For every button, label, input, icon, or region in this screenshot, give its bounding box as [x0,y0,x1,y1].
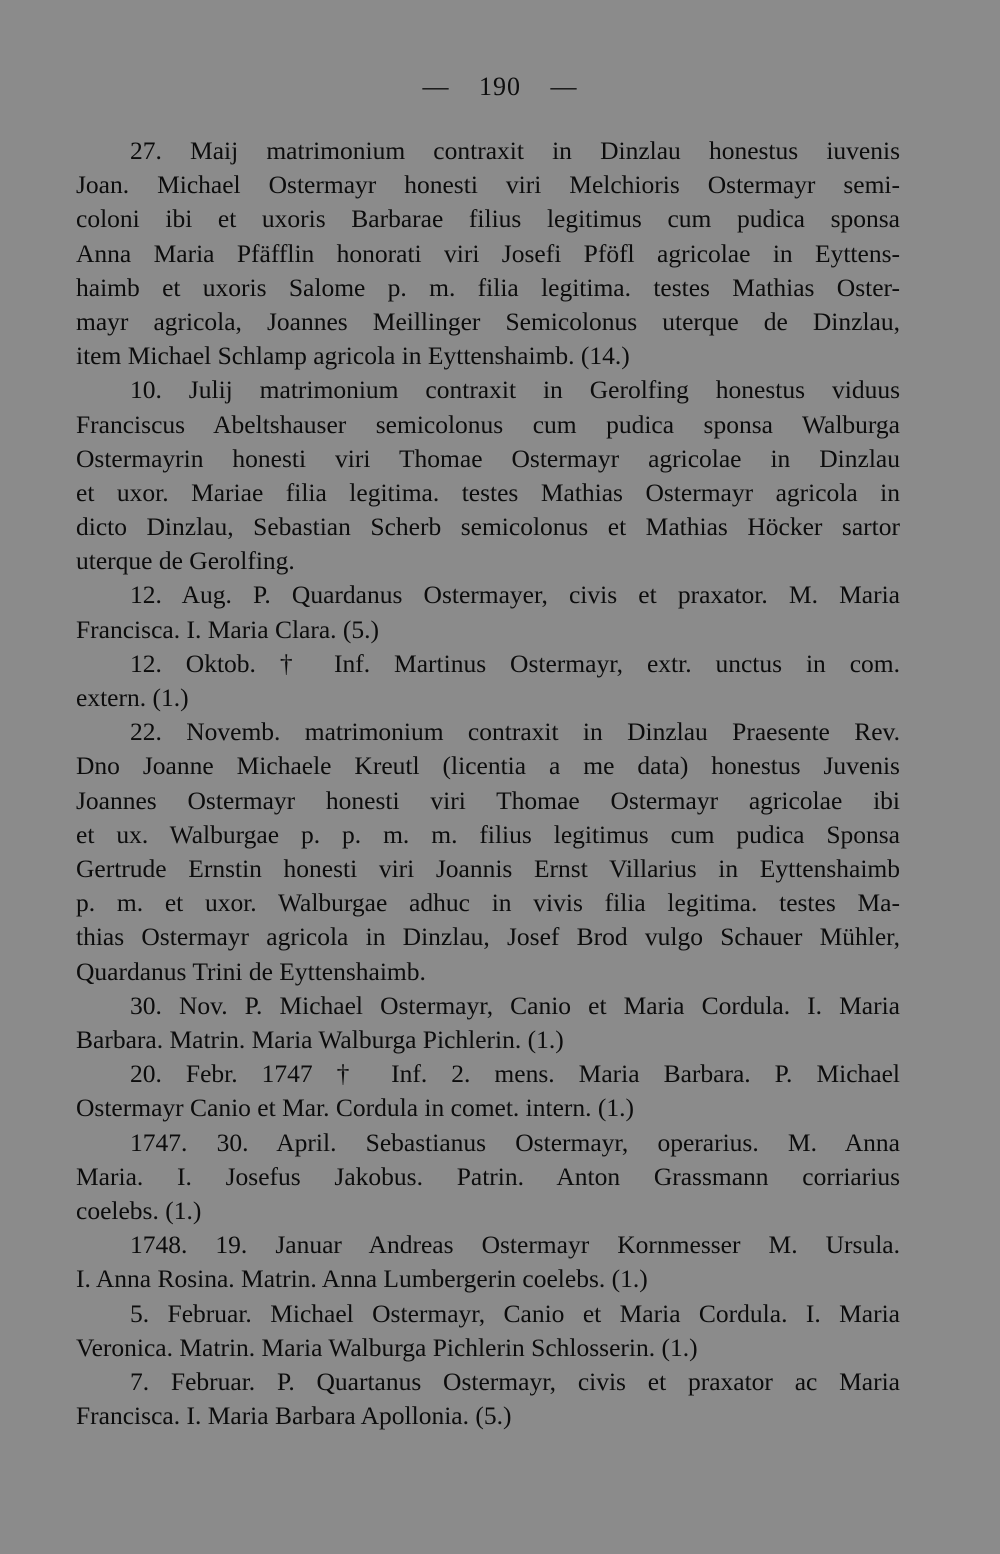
entry-line: thias Ostermayr agricola in Dinzlau, Josef Brod vulgo Schauer Mühler, [76,922,900,952]
register-entry [76,1365,900,1433]
entry-line: dicto Dinzlau, Sebastian Scherb semicolonus et Mathias Höcker sartor [76,512,900,542]
entry-line: haimb et uxoris Salome p. m. filia legitima. testes Mathias Oster- [76,272,900,302]
entry-line: et ux. Walburgae p. p. m. m. filius legitimus cum pudica Sponsa [76,819,900,849]
page-body [76,134,900,1433]
register-entry [76,578,900,646]
entry-line: Ostermayr Canio et Mar. Cordula in comet. intern. (1.) [76,1093,635,1123]
entry-line: mayr agricola, Joannes Meillinger Semicolonus uterque de Dinzlau, [76,306,900,336]
page-number: 190 [479,72,521,101]
entry-line: 30. Nov. P. Michael Ostermayr, Canio et Maria Cordula. I. Maria [130,990,900,1020]
entry-line: item Michael Schlamp agricola in Eyttenshaimb. (14.) [76,341,630,371]
entry-line: Ostermayrin honesti viri Thomae Ostermayr agricolae in Dinzlau [76,443,900,473]
entry-line: 1747. 30. April. Sebastianus Ostermayr, operarius. M. Anna [130,1127,900,1157]
register-entry [76,373,900,578]
entry-line: 27. Maij matrimonium contraxit in Dinzlau honestus iuvenis [130,136,900,165]
entry-line: Quardanus Trini de Eyttenshaimb. [76,956,426,986]
entry-line: Barbara. Matrin. Maria Walburga Pichlerin. (1.) [76,1024,564,1054]
entry-line: coelebs. (1.) [76,1195,202,1225]
register-entry [76,647,900,715]
entry-line: Francisca. I. Maria Barbara Apollonia. (5.) [76,1401,512,1431]
entry-line: p. m. et uxor. Walburgae adhuc in vivis filia legitima. testes Ma- [76,888,900,918]
entry-line: Joannes Ostermayr honesti viri Thomae Ostermayr agricolae ibi [76,785,900,815]
entry-line: extern. (1.) [76,683,189,713]
entry-line: Anna Maria Pfäfflin honorati viri Josefi Pföfl agricolae in Eyttens- [76,238,900,268]
entry-line: 12. Oktob. † Inf. Martinus Ostermayr, extr. unctus in com. [130,648,900,678]
entry-line: Dno Joanne Michaele Kreutl (licentia a me data) honestus Juvenis [76,751,900,781]
register-entry [76,989,900,1057]
entry-line: 12. Aug. P. Quardanus Ostermayer, civis et praxator. M. Maria [130,580,900,610]
register-entry [76,134,900,373]
register-entry [76,1297,900,1365]
entry-line: Gertrude Ernstin honesti viri Joannis Ernst Villarius in Eyttenshaimb [76,854,900,883]
entry-line: Veronica. Matrin. Maria Walburga Pichlerin Schlosserin. (1.) [76,1332,698,1362]
entry-line: Maria. I. Josefus Jakobus. Patrin. Anton Grassmann corriarius [76,1161,900,1191]
register-entry [76,715,900,989]
register-entry [76,1126,900,1229]
entry-line: 20. Febr. 1747 † Inf. 2. mens. Maria Barbara. P. Michael [130,1059,900,1089]
entry-line: coloni ibi et uxoris Barbarae filius legitimus cum pudica sponsa [76,204,900,234]
entry-line: 1748. 19. Januar Andreas Ostermayr Kornmesser M. Ursula. [130,1230,900,1260]
entry-line: 10. Julij matrimonium contraxit in Gerolfing honestus viduus [130,375,900,405]
entry-line: Joan. Michael Ostermayr honesti viri Melchioris Ostermayr semi- [76,170,900,200]
header-right-dash: — [550,72,578,101]
entry-line: 5. Februar. Michael Ostermayr, Canio et Maria Cordula. I. Maria [130,1298,900,1328]
entry-line: Francisca. I. Maria Clara. (5.) [76,614,380,644]
entry-line: I. Anna Rosina. Matrin. Anna Lumbergerin coelebs. (1.) [76,1264,648,1294]
page-header [0,72,1000,102]
header-left-dash: — [422,72,450,101]
entry-line: uterque de Gerolfing. [76,546,295,576]
entry-line: Franciscus Abeltshauser semicolonus cum pudica sponsa Walburga [76,409,900,439]
register-entry [76,1057,900,1125]
entry-line: et uxor. Mariae filia legitima. testes Mathias Ostermayr agricola in [76,477,900,507]
entry-line: 7. Februar. P. Quartanus Ostermayr, civis et praxator ac Maria [130,1366,900,1396]
entry-line: 22. Novemb. matrimonium contraxit in Dinzlau Praesente Rev. [130,717,900,747]
register-entry [76,1228,900,1296]
